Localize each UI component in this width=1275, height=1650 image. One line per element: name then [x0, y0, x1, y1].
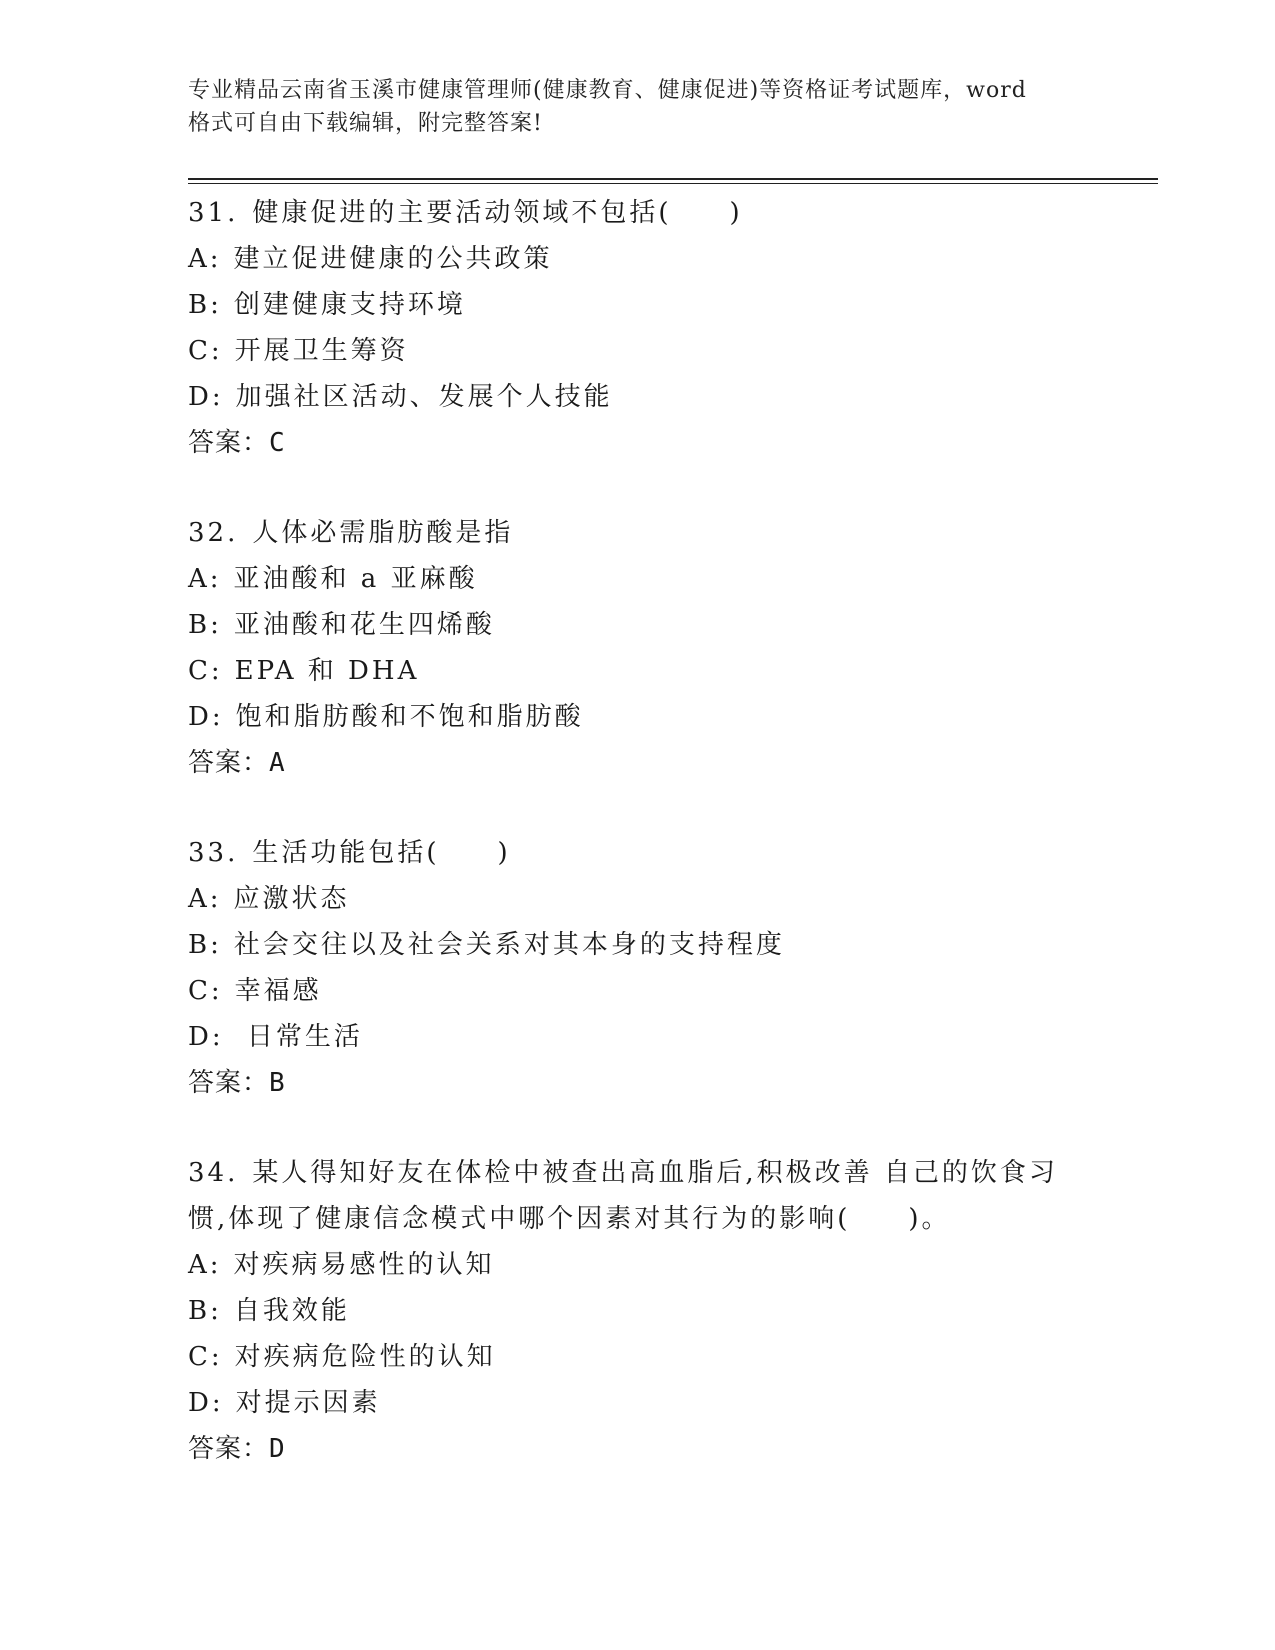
option-key: B:	[188, 290, 222, 320]
question-stem-continued	[188, 1196, 1158, 1242]
question-31	[188, 190, 1158, 466]
question-text: 生活功能包括( )	[252, 838, 511, 868]
answer-label: 答案：	[188, 1434, 270, 1464]
answer-value: A	[269, 748, 286, 778]
option-key: C:	[188, 336, 223, 366]
option-a	[188, 236, 1158, 282]
option-key: B:	[188, 930, 222, 960]
option-text: 对提示因素	[235, 1388, 381, 1418]
answer-label: 答案：	[188, 428, 270, 458]
answer-line	[188, 1060, 1158, 1106]
question-text: 健康促进的主要活动领域不包括( )	[252, 198, 743, 228]
question-number: 33.	[188, 838, 239, 868]
option-c	[188, 1334, 1158, 1380]
option-key: B:	[188, 610, 222, 640]
question-text: 人体必需脂肪酸是指	[252, 518, 514, 548]
option-d	[188, 1380, 1158, 1426]
option-b	[188, 1288, 1158, 1334]
option-key: D:	[188, 382, 224, 412]
option-c	[188, 968, 1158, 1014]
option-text: 社会交往以及社会关系对其本身的支持程度	[233, 930, 785, 960]
option-key: C:	[188, 1342, 223, 1372]
option-key: A:	[188, 1250, 222, 1280]
answer-label: 答案：	[188, 748, 270, 778]
question-number: 31.	[188, 198, 239, 228]
option-text: 对疾病易感性的认知	[233, 1250, 495, 1280]
option-b	[188, 922, 1158, 968]
answer-line	[188, 420, 1158, 466]
option-text: 加强社区活动、发展个人技能	[235, 382, 613, 412]
answer-line	[188, 1426, 1158, 1472]
option-d	[188, 694, 1158, 740]
header-line-2: 格式可自由下载编辑，附完整答案!	[188, 111, 543, 136]
option-text: EPA 和 DHA	[234, 656, 420, 686]
question-stem	[188, 1150, 1158, 1196]
option-text: 日常生活	[235, 1022, 363, 1052]
option-text: 自我效能	[233, 1296, 350, 1326]
option-d	[188, 1014, 1158, 1060]
option-text: 饱和脂肪酸和不饱和脂肪酸	[235, 702, 584, 732]
question-number: 32.	[188, 518, 239, 548]
answer-line	[188, 740, 1158, 786]
option-key: A:	[188, 244, 222, 274]
option-key: D:	[188, 1022, 224, 1052]
option-text: 亚油酸和 a 亚麻酸	[233, 564, 478, 594]
option-key: D:	[188, 1388, 224, 1418]
option-a	[188, 556, 1158, 602]
answer-value: C	[269, 428, 286, 458]
question-stem	[188, 190, 1158, 236]
option-text: 应激状态	[233, 884, 350, 914]
question-list	[188, 190, 1158, 1516]
option-d	[188, 374, 1158, 420]
option-key: C:	[188, 656, 223, 686]
question-32	[188, 510, 1158, 786]
option-b	[188, 602, 1158, 648]
document-header	[188, 74, 1088, 140]
question-34	[188, 1150, 1158, 1472]
option-key: A:	[188, 564, 222, 594]
option-key: C:	[188, 976, 223, 1006]
option-c	[188, 648, 1158, 694]
option-a	[188, 876, 1158, 922]
option-text: 亚油酸和花生四烯酸	[233, 610, 495, 640]
option-key: B:	[188, 1296, 222, 1326]
option-a	[188, 1242, 1158, 1288]
option-text: 创建健康支持环境	[233, 290, 466, 320]
option-key: A:	[188, 884, 222, 914]
option-text: 幸福感	[234, 976, 322, 1006]
question-33	[188, 830, 1158, 1106]
option-text: 开展卫生筹资	[234, 336, 409, 366]
option-text: 对疾病危险性的认知	[234, 1342, 496, 1372]
question-stem	[188, 510, 1158, 556]
header-line-1: 专业精品云南省玉溪市健康管理师(健康教育、健康促进)等资格证考试题库，word	[188, 78, 1027, 103]
answer-label: 答案：	[188, 1068, 270, 1098]
question-stem	[188, 830, 1158, 876]
option-text: 建立促进健康的公共政策	[233, 244, 553, 274]
question-text: 惯,体现了健康信念模式中哪个因素对其行为的影响( )。	[188, 1204, 951, 1234]
header-divider	[188, 178, 1158, 180]
option-c	[188, 328, 1158, 374]
answer-value: D	[269, 1434, 286, 1464]
header-divider-thin	[188, 183, 1158, 184]
option-key: D:	[188, 702, 224, 732]
question-number: 34.	[188, 1158, 239, 1188]
answer-value: B	[269, 1068, 286, 1098]
option-b	[188, 282, 1158, 328]
question-text: 某人得知好友在体检中被查出高血脂后,积极改善 自己的饮食习	[252, 1158, 1058, 1188]
